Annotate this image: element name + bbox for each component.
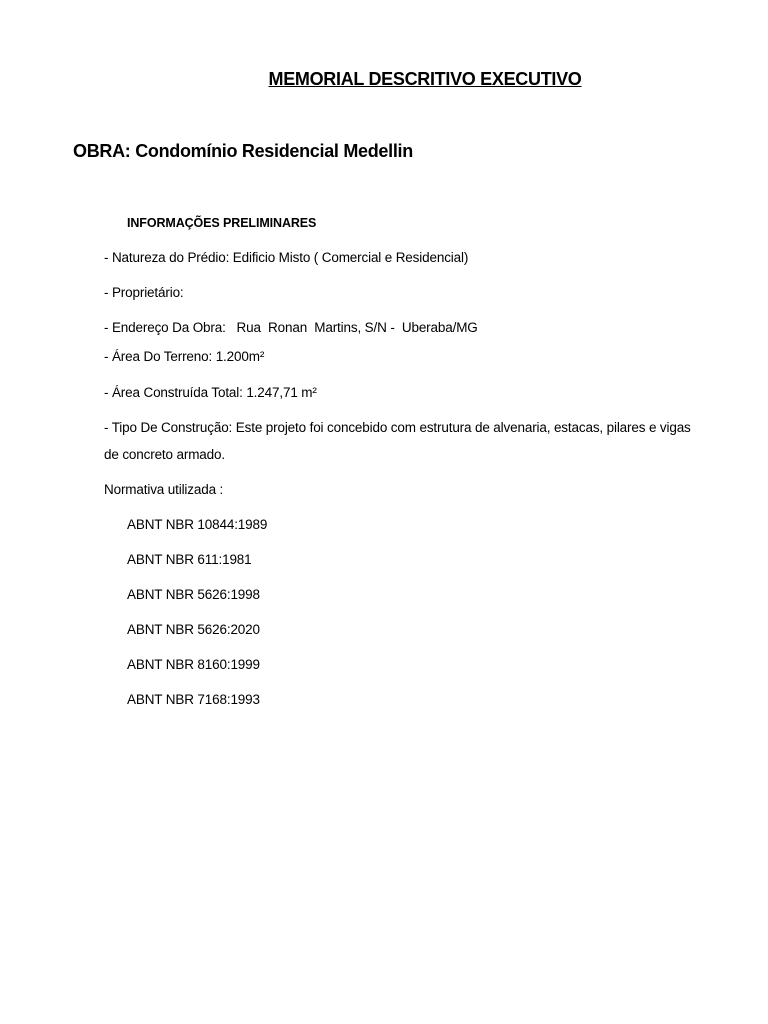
area-construida-line: - Área Construída Total: 1.247,71 m² <box>104 385 317 400</box>
norma-item: ABNT NBR 5626:2020 <box>127 622 260 637</box>
tipo-construcao-line: - Tipo De Construção: Este projeto foi concebido com estrutura de alvenaria, estacas, pilares e vigas <box>104 420 691 435</box>
endereco-line: - Endereço Da Obra: Rua Ronan Martins, S/N - Uberaba/MG <box>104 320 478 335</box>
norma-item: ABNT NBR 10844:1989 <box>127 517 268 532</box>
obra-heading: OBRA: Condomínio Residencial Medellin <box>73 141 413 161</box>
normativa-label: Normativa utilizada : <box>104 482 224 497</box>
norma-item: ABNT NBR 7168:1993 <box>127 692 260 707</box>
norma-item: ABNT NBR 8160:1999 <box>127 657 260 672</box>
area-terreno-line: - Área Do Terreno: 1.200m² <box>104 349 265 364</box>
proprietario-line: - Proprietário: <box>104 285 184 300</box>
norma-item: ABNT NBR 611:1981 <box>127 552 252 567</box>
document-title: MEMORIAL DESCRITIVO EXECUTIVO <box>268 69 582 89</box>
natureza-line: - Natureza do Prédio: Edificio Misto ( Comercial e Residencial) <box>104 250 469 265</box>
norma-item: ABNT NBR 5626:1998 <box>127 587 260 602</box>
tipo-construcao-continuation: de concreto armado. <box>104 447 225 462</box>
section-heading: INFORMAÇÕES PRELIMINARES <box>127 216 317 230</box>
